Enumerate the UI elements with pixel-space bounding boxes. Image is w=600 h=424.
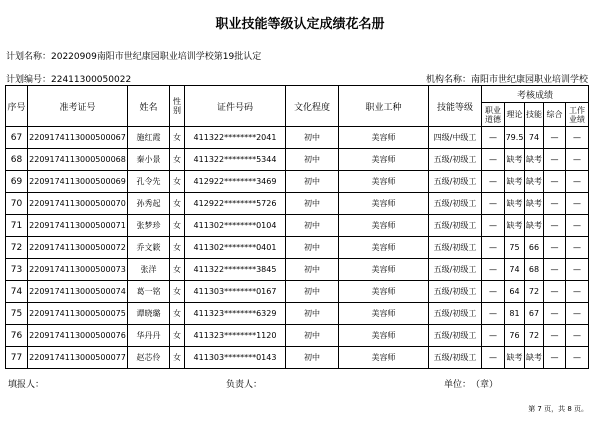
cell-exam-no: 2209174113000500067: [28, 127, 128, 149]
table-row: [6, 347, 589, 369]
cell-theory: 76: [505, 325, 525, 347]
cell-seq: 69: [6, 171, 28, 193]
cell-skill: 缺考: [525, 171, 544, 193]
cell-job: 美容师: [339, 193, 429, 215]
cell-job: 美容师: [339, 281, 429, 303]
cell-job: 美容师: [339, 347, 429, 369]
cell-gender: 女: [170, 237, 185, 259]
cell-overall: —: [544, 215, 566, 237]
cell-performance: —: [566, 215, 589, 237]
header-name: 姓名: [128, 86, 170, 127]
cell-theory: 缺考: [505, 171, 525, 193]
cell-theory: 75: [505, 237, 525, 259]
cell-name: 秦小景: [128, 149, 170, 171]
cell-performance: —: [566, 127, 589, 149]
cell-performance: —: [566, 347, 589, 369]
header-level: 技能等级: [429, 86, 482, 127]
cell-gender: 女: [170, 215, 185, 237]
cell-job: 美容师: [339, 215, 429, 237]
cell-job: 美容师: [339, 303, 429, 325]
cell-overall: —: [544, 281, 566, 303]
page-number: 第 7 页，共 8 页。: [528, 405, 588, 413]
header-exam-no: 准考证号: [28, 86, 128, 127]
cell-gender: 女: [170, 149, 185, 171]
cell-level: 五级/初级工: [429, 303, 482, 325]
cell-seq: 71: [6, 215, 28, 237]
cell-performance: —: [566, 171, 589, 193]
table-row: [6, 127, 589, 149]
table-row: [6, 325, 589, 347]
page-title: 职业技能等级认定成绩花名册: [215, 17, 385, 32]
cell-ethics: —: [482, 215, 505, 237]
cell-level: 五级/初级工: [429, 237, 482, 259]
cell-education: 初中: [286, 259, 339, 281]
cell-skill: 66: [525, 237, 544, 259]
cell-overall: —: [544, 193, 566, 215]
cell-level: 五级/初级工: [429, 259, 482, 281]
cell-id-no: 411322********5344: [185, 149, 286, 171]
cell-id-no: 412922********5726: [185, 193, 286, 215]
cell-job: 美容师: [339, 171, 429, 193]
header-id-no: 证件号码: [185, 86, 286, 127]
cell-id-no: 411323********1120: [185, 325, 286, 347]
cell-gender: 女: [170, 127, 185, 149]
cell-id-no: 411323********6329: [185, 303, 286, 325]
cell-theory: 81: [505, 303, 525, 325]
cell-performance: —: [566, 259, 589, 281]
header-theory: 理论: [505, 103, 525, 127]
cell-theory: 64: [505, 281, 525, 303]
cell-skill: 缺考: [525, 193, 544, 215]
cell-skill: 72: [525, 325, 544, 347]
cell-id-no: 411302********0401: [185, 237, 286, 259]
table-row: [6, 149, 589, 171]
cell-gender: 女: [170, 193, 185, 215]
cell-id-no: 412922********3469: [185, 171, 286, 193]
cell-performance: —: [566, 303, 589, 325]
cell-job: 美容师: [339, 149, 429, 171]
table-row: [6, 303, 589, 325]
cell-exam-no: 2209174113000500071: [28, 215, 128, 237]
header-seq: 序号: [6, 86, 28, 127]
score-roster-table: [5, 85, 589, 369]
cell-gender: 女: [170, 281, 185, 303]
cell-gender: 女: [170, 347, 185, 369]
cell-id-no: 411322********2041: [185, 127, 286, 149]
cell-level: 五级/初级工: [429, 347, 482, 369]
cell-skill: 缺考: [525, 347, 544, 369]
cell-level: 五级/初级工: [429, 281, 482, 303]
cell-ethics: —: [482, 281, 505, 303]
cell-level: 五级/初级工: [429, 149, 482, 171]
cell-seq: 72: [6, 237, 28, 259]
cell-skill: 缺考: [525, 215, 544, 237]
cell-theory: 74: [505, 259, 525, 281]
cell-exam-no: 2209174113000500070: [28, 193, 128, 215]
cell-overall: —: [544, 237, 566, 259]
cell-ethics: —: [482, 193, 505, 215]
cell-overall: —: [544, 127, 566, 149]
plan-number: 计划编号：22411300050022: [6, 75, 132, 85]
cell-seq: 67: [6, 127, 28, 149]
cell-gender: 女: [170, 259, 185, 281]
header-performance: 工作业绩: [566, 103, 589, 127]
filler-label: 填报人：: [8, 380, 45, 390]
table-row: [6, 237, 589, 259]
cell-skill: 72: [525, 281, 544, 303]
cell-education: 初中: [286, 281, 339, 303]
cell-ethics: —: [482, 149, 505, 171]
cell-gender: 女: [170, 303, 185, 325]
cell-seq: 77: [6, 347, 28, 369]
table-row: [6, 215, 589, 237]
table-row: [6, 193, 589, 215]
cell-exam-no: 2209174113000500075: [28, 303, 128, 325]
organization-name: 机构名称：南阳市世纪康园职业培训学校: [425, 75, 588, 85]
unit-seal-label: 单位： （章）: [444, 380, 499, 390]
table-row: [6, 259, 589, 281]
cell-ethics: —: [482, 171, 505, 193]
cell-exam-no: 2209174113000500077: [28, 347, 128, 369]
cell-education: 初中: [286, 303, 339, 325]
table-row: [6, 281, 589, 303]
cell-education: 初中: [286, 347, 339, 369]
cell-ethics: —: [482, 237, 505, 259]
cell-exam-no: 2209174113000500069: [28, 171, 128, 193]
header-education: 文化程度: [286, 86, 339, 127]
cell-skill: 68: [525, 259, 544, 281]
cell-seq: 75: [6, 303, 28, 325]
cell-education: 初中: [286, 215, 339, 237]
header-skill: 技能: [525, 103, 544, 127]
cell-performance: —: [566, 281, 589, 303]
cell-theory: 缺考: [505, 215, 525, 237]
cell-level: 五级/初级工: [429, 215, 482, 237]
cell-job: 美容师: [339, 127, 429, 149]
header-ethics: 职业道德: [482, 103, 505, 127]
cell-gender: 女: [170, 171, 185, 193]
cell-name: 施红霞: [128, 127, 170, 149]
cell-theory: 缺考: [505, 193, 525, 215]
header-overall: 综合: [544, 103, 566, 127]
cell-name: 华丹丹: [128, 325, 170, 347]
header-gender: 性别: [170, 86, 185, 127]
cell-overall: —: [544, 171, 566, 193]
cell-job: 美容师: [339, 325, 429, 347]
cell-theory: 缺考: [505, 149, 525, 171]
cell-id-no: 411303********0167: [185, 281, 286, 303]
cell-exam-no: 2209174113000500076: [28, 325, 128, 347]
cell-education: 初中: [286, 171, 339, 193]
in-charge-label: 负责人：: [226, 380, 263, 390]
cell-education: 初中: [286, 325, 339, 347]
header-scores: 考核成绩: [482, 86, 589, 103]
cell-exam-no: 2209174113000500074: [28, 281, 128, 303]
cell-seq: 74: [6, 281, 28, 303]
cell-seq: 70: [6, 193, 28, 215]
cell-seq: 73: [6, 259, 28, 281]
cell-skill: 缺考: [525, 149, 544, 171]
cell-exam-no: 2209174113000500068: [28, 149, 128, 171]
cell-performance: —: [566, 325, 589, 347]
cell-performance: —: [566, 149, 589, 171]
cell-name: 乔文簌: [128, 237, 170, 259]
cell-education: 初中: [286, 193, 339, 215]
cell-overall: —: [544, 325, 566, 347]
cell-overall: —: [544, 259, 566, 281]
cell-education: 初中: [286, 127, 339, 149]
cell-name: 张洋: [128, 259, 170, 281]
cell-level: 五级/初级工: [429, 193, 482, 215]
cell-education: 初中: [286, 149, 339, 171]
cell-theory: 79.5: [505, 127, 525, 149]
cell-overall: —: [544, 303, 566, 325]
cell-job: 美容师: [339, 259, 429, 281]
cell-skill: 67: [525, 303, 544, 325]
roster-body: [6, 127, 589, 369]
cell-name: 张梦珍: [128, 215, 170, 237]
cell-overall: —: [544, 347, 566, 369]
cell-level: 四级/中级工: [429, 127, 482, 149]
cell-performance: —: [566, 193, 589, 215]
cell-overall: —: [544, 149, 566, 171]
cell-name: 孙秀起: [128, 193, 170, 215]
cell-seq: 76: [6, 325, 28, 347]
cell-ethics: —: [482, 303, 505, 325]
cell-exam-no: 2209174113000500072: [28, 237, 128, 259]
cell-skill: 74: [525, 127, 544, 149]
cell-education: 初中: [286, 237, 339, 259]
cell-id-no: 411303********0143: [185, 347, 286, 369]
cell-ethics: —: [482, 259, 505, 281]
header-job: 职业工种: [339, 86, 429, 127]
plan-name: 计划名称：20220909南阳市世纪康园职业培训学校第19批认定: [6, 52, 262, 62]
cell-name: 赵芯伶: [128, 347, 170, 369]
cell-name: 孔令先: [128, 171, 170, 193]
cell-name: 葛一铭: [128, 281, 170, 303]
cell-exam-no: 2209174113000500073: [28, 259, 128, 281]
cell-job: 美容师: [339, 237, 429, 259]
cell-ethics: —: [482, 347, 505, 369]
cell-theory: 缺考: [505, 347, 525, 369]
cell-gender: 女: [170, 325, 185, 347]
cell-level: 五级/初级工: [429, 171, 482, 193]
cell-seq: 68: [6, 149, 28, 171]
cell-ethics: —: [482, 325, 505, 347]
cell-performance: —: [566, 237, 589, 259]
table-row: [6, 171, 589, 193]
cell-id-no: 411322********3845: [185, 259, 286, 281]
cell-name: 谭晓璐: [128, 303, 170, 325]
cell-level: 五级/初级工: [429, 325, 482, 347]
cell-ethics: —: [482, 127, 505, 149]
cell-id-no: 411302********0104: [185, 215, 286, 237]
